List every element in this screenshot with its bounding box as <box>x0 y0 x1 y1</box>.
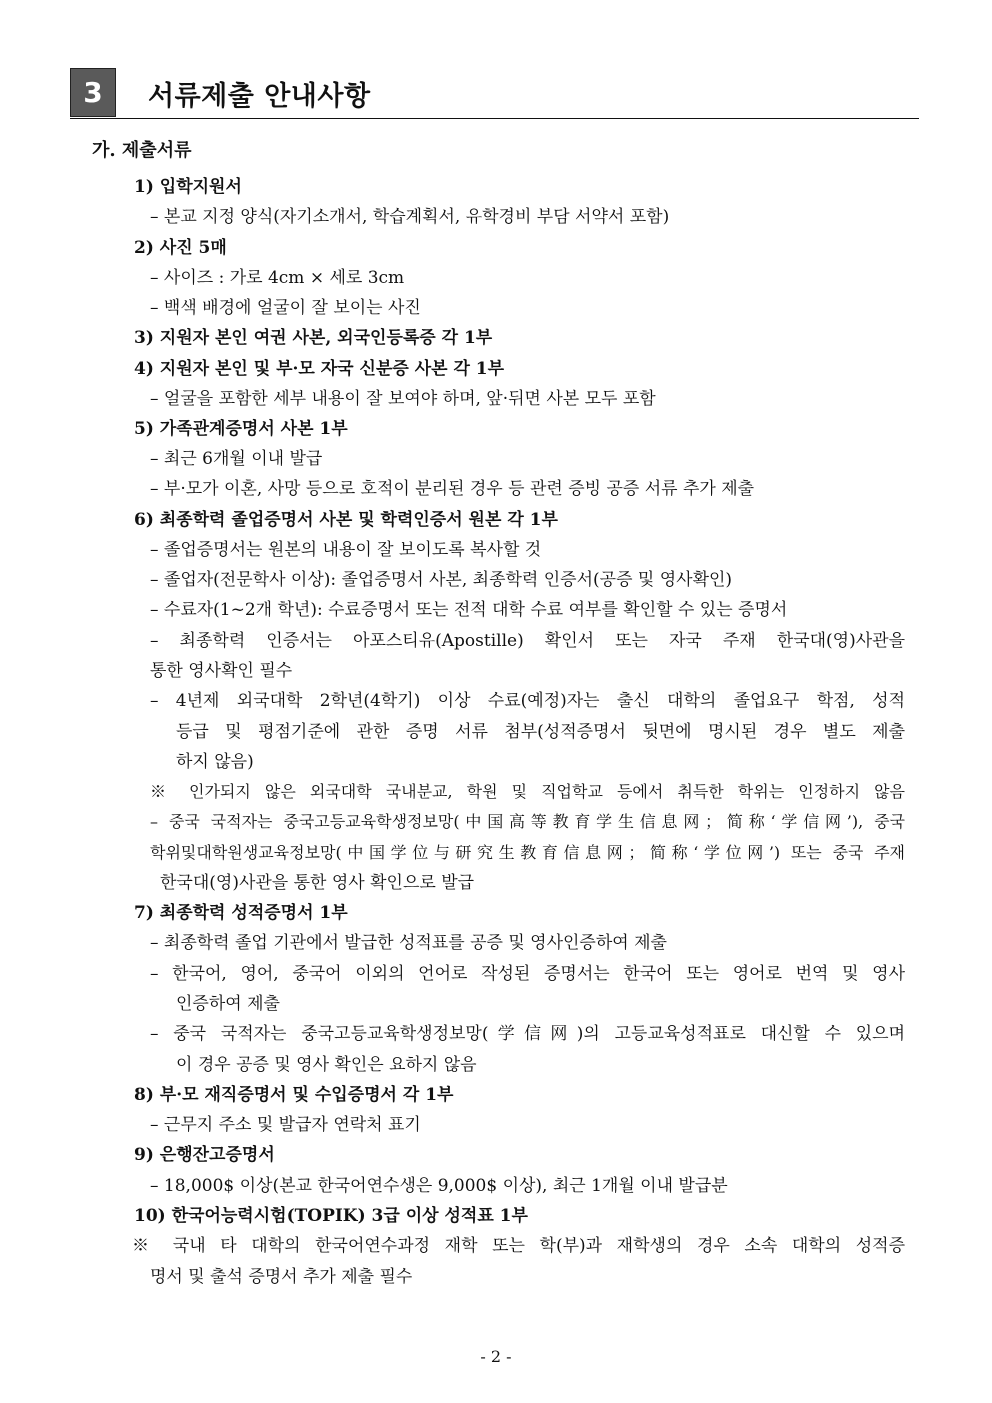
item-detail: – 최종학력 졸업 기관에서 발급한 성적표를 공증 및 영사인증하여 제출 <box>150 933 667 953</box>
item-detail: – 사이즈 : 가로 4cm × 세로 3cm <box>150 268 405 288</box>
item-heading: 8) 부·모 재직증명서 및 수입증명서 각 1부 <box>134 1085 454 1105</box>
item-heading: 5) 가족관계증명서 사본 1부 <box>134 419 348 439</box>
subsection-heading: 가. 제출서류 <box>92 140 192 161</box>
section-header <box>70 68 919 119</box>
item-detail-continued: 인증하여 제출 <box>176 994 280 1014</box>
item-detail: – 중국 국적자는 중국고등교육학생정보망(中国高等教育学生信息网；简称‘学信网’), 중국 <box>150 812 905 831</box>
item-heading: 9) 은행잔고증명서 <box>134 1145 275 1165</box>
item-detail: – 수료자(1~2개 학년): 수료증명서 또는 전적 대학 수료 여부를 확인할 수 있는 증명서 <box>150 600 788 620</box>
item-heading: 3) 지원자 본인 여권 사본, 외국인등록증 각 1부 <box>134 328 493 348</box>
item-heading: 4) 지원자 본인 및 부·모 자국 신분증 사본 각 1부 <box>134 359 505 379</box>
item-detail: – 중국 국적자는 중국고등교육학생정보망(学信网)의 고등교육성적표로 대신할 수 있으며 <box>150 1024 905 1044</box>
item-heading: 7) 최종학력 성적증명서 1부 <box>134 903 348 923</box>
item-detail-continued: 통한 영사확인 필수 <box>150 661 293 681</box>
item-detail: – 최근 6개월 이내 발급 <box>150 449 323 469</box>
page-number: - 2 - <box>480 1347 512 1366</box>
item-heading: 6) 최종학력 졸업증명서 사본 및 학력인증서 원본 각 1부 <box>134 510 558 530</box>
item-heading: 1) 입학지원서 <box>134 177 242 197</box>
item-detail: – 최종학력 인증서는 아포스티유(Apostille) 확인서 또는 자국 주재 한국대(영)사관을 <box>150 631 905 651</box>
item-detail: – 얼굴을 포함한 세부 내용이 잘 보여야 하며, 앞·뒤면 사본 모두 포함 <box>150 389 656 409</box>
item-detail-continued: 등급 및 평점기준에 관한 증명 서류 첨부(성적증명서 뒷면에 명시된 경우 별도 제출 <box>176 722 905 742</box>
section-number-badge: 3 <box>70 68 116 117</box>
item-detail: – 졸업자(전문학사 이상): 졸업증명서 사본, 최종학력 인증서(공증 및 영사확인) <box>150 570 733 590</box>
item-detail: – 본교 지정 양식(자기소개서, 학습계획서, 유학경비 부담 서약서 포함) <box>150 207 670 227</box>
item-detail-continued: 하지 않음) <box>176 752 254 772</box>
item-detail-continued: 한국대(영)사관을 통한 영사 확인으로 발급 <box>160 873 475 893</box>
item-heading: 10) 한국어능력시험(TOPIK) 3급 이상 성적표 1부 <box>134 1206 528 1226</box>
item-detail: – 백색 배경에 얼굴이 잘 보이는 사진 <box>150 298 421 318</box>
item-heading: 2) 사진 5매 <box>134 238 227 258</box>
item-detail: – 4년제 외국대학 2학년(4학기) 이상 수료(예정)자는 출신 대학의 졸업요구 학점, 성적 <box>150 691 905 711</box>
note-continued: 명서 및 출석 증명서 추가 제출 필수 <box>150 1267 413 1287</box>
item-detail-continued: 학위및대학원생교육정보망(中国学位与研究生教育信息网；简称‘学位网’) 또는 중국 주재 <box>150 843 905 862</box>
note: ※ 국내 타 대학의 한국어연수과정 재학 또는 학(부)과 재학생의 경우 소속 대학의 성적증 <box>132 1236 905 1256</box>
item-detail: – 부·모가 이혼, 사망 등으로 호적이 분리된 경우 등 관련 증빙 공증 서류 추가 제출 <box>150 479 755 499</box>
section-title: 서류제출 안내사항 <box>148 81 371 112</box>
item-detail: – 근무지 주소 및 발급자 연락처 표기 <box>150 1115 421 1135</box>
item-detail: – 졸업증명서는 원본의 내용이 잘 보이도록 복사할 것 <box>150 540 542 560</box>
item-detail: – 18,000$ 이상(본교 한국어연수생은 9,000$ 이상), 최근 1개월 이내 발급분 <box>150 1176 728 1196</box>
note: ※ 인가되지 않은 외국대학 국내분교, 학원 및 직업학교 등에서 취득한 학위는 인정하지 않음 <box>150 782 905 801</box>
item-detail-continued: 이 경우 공증 및 영사 확인은 요하지 않음 <box>176 1055 477 1075</box>
item-detail: – 한국어, 영어, 중국어 이외의 언어로 작성된 증명서는 한국어 또는 영어로 번역 및 영사 <box>150 964 905 984</box>
